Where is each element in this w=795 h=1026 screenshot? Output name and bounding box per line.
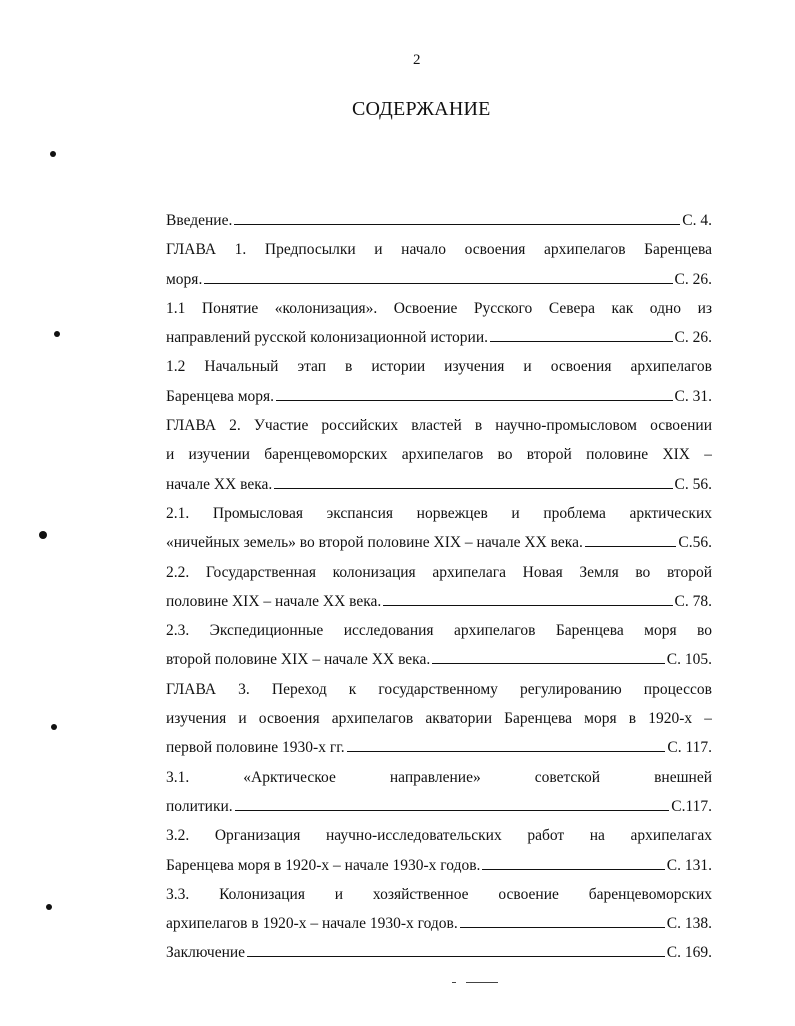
toc-line: 3.2. Организация научно-исследовательских работ на архипелагах <box>166 827 712 845</box>
toc-page-ref: С. 78. <box>674 592 712 610</box>
toc-line <box>166 528 712 557</box>
toc-line <box>166 645 712 674</box>
toc-line-text: Заключение <box>166 944 246 962</box>
toc-line: изучения и освоения архипелагов акватории Баренцева моря в 1920-х – <box>166 710 712 728</box>
toc-page-ref: С. 56. <box>674 475 712 493</box>
toc-line: и изучении баренцевоморских архипелагов во второй половине XIX – <box>166 446 712 464</box>
toc-line: 2.1. Промысловая экспансия норвежцев и проблема арктических <box>166 504 712 522</box>
toc-page-ref: С. 105. <box>666 651 712 669</box>
toc-line <box>166 382 712 411</box>
toc-line: 2.3. Экспедиционные исследования архипелагов Баренцева моря во <box>166 622 712 640</box>
toc-line-text: политики. <box>166 797 233 815</box>
toc-line <box>166 323 712 352</box>
toc-line <box>166 938 712 967</box>
footer-mark <box>452 982 498 985</box>
toc-leader-line <box>347 737 666 752</box>
toc-line-text: половине XIX – начале XX века. <box>166 592 382 610</box>
scan-dot <box>39 531 47 539</box>
toc-line: ГЛАВА 3. Переход к государственному регулированию процессов <box>166 680 712 698</box>
toc-leader-line <box>234 210 680 225</box>
toc-line <box>166 587 712 616</box>
page-number: 2 <box>413 52 421 68</box>
toc-leader-line <box>432 649 665 664</box>
scan-dot <box>46 904 52 910</box>
toc-line <box>166 470 712 499</box>
toc-page-ref: С. 31. <box>674 387 712 405</box>
toc-line <box>166 792 712 821</box>
toc-page-ref: С.56. <box>678 534 712 552</box>
toc-page-ref: С. 4. <box>682 212 712 229</box>
toc-line <box>166 206 712 235</box>
toc-line <box>166 909 712 938</box>
toc-leader-line <box>482 855 664 870</box>
toc-page-ref: С. 131. <box>666 856 712 874</box>
toc-leader-line <box>490 327 673 342</box>
toc-line <box>166 265 712 294</box>
toc-line-text: моря. <box>166 270 203 288</box>
toc-leader-line <box>247 942 665 957</box>
toc-page-ref: С. 138. <box>666 915 712 933</box>
toc-line: 3.1. «Арктическое направление» советской внешней <box>166 768 712 786</box>
toc-leader-line <box>276 386 672 401</box>
toc-leader-line <box>204 269 672 284</box>
toc-line-text: Баренцева моря. <box>166 387 275 405</box>
toc-leader-line <box>235 796 670 811</box>
scan-dot <box>54 331 60 337</box>
toc-line: 3.3. Колонизация и хозяйственное освоение баренцевоморских <box>166 885 712 903</box>
table-of-contents <box>166 206 712 968</box>
toc-page-ref: С.117. <box>671 797 712 815</box>
toc-line <box>166 733 712 762</box>
toc-line-text: первой половине 1930-х гг. <box>166 739 345 757</box>
toc-leader-line <box>585 532 677 547</box>
toc-line: 1.1 Понятие «колонизация». Освоение Русского Севера как одно из <box>166 299 712 317</box>
toc-page-ref: С. 169. <box>666 944 712 962</box>
toc-line: ГЛАВА 1. Предпосылки и начало освоения архипелагов Баренцева <box>166 241 712 259</box>
page-title: СОДЕРЖАНИЕ <box>352 98 491 120</box>
toc-page-ref: С. 117. <box>667 739 712 757</box>
toc-line-text: «ничейных земель» во второй половине XIX – начале XX века. <box>166 534 583 552</box>
toc-line-text: направлений русской колонизационной истории. <box>166 329 489 347</box>
toc-line: 1.2 Начальный этап в истории изучения и освоения архипелагов <box>166 358 712 376</box>
scan-dot <box>50 151 56 157</box>
toc-leader-line <box>383 591 672 606</box>
toc-line-text: архипелагов в 1920-х – начале 1930-х годов. <box>166 915 458 933</box>
toc-line-text: Введение. <box>166 212 233 229</box>
toc-line-text: начале XX века. <box>166 475 273 493</box>
toc-page-ref: С. 26. <box>674 270 712 288</box>
toc-leader-line <box>274 474 672 489</box>
toc-page-ref: С. 26. <box>674 329 712 347</box>
toc-line: 2.2. Государственная колонизация архипелага Новая Земля во второй <box>166 563 712 581</box>
toc-leader-line <box>460 913 665 928</box>
toc-line: ГЛАВА 2. Участие российских властей в научно-промысловом освоении <box>166 417 712 435</box>
scan-dot <box>51 724 57 730</box>
toc-line-text: Баренцева моря в 1920-х – начале 1930-х годов. <box>166 856 481 874</box>
toc-line-text: второй половине XIX – начале XX века. <box>166 651 431 669</box>
toc-line <box>166 851 712 880</box>
